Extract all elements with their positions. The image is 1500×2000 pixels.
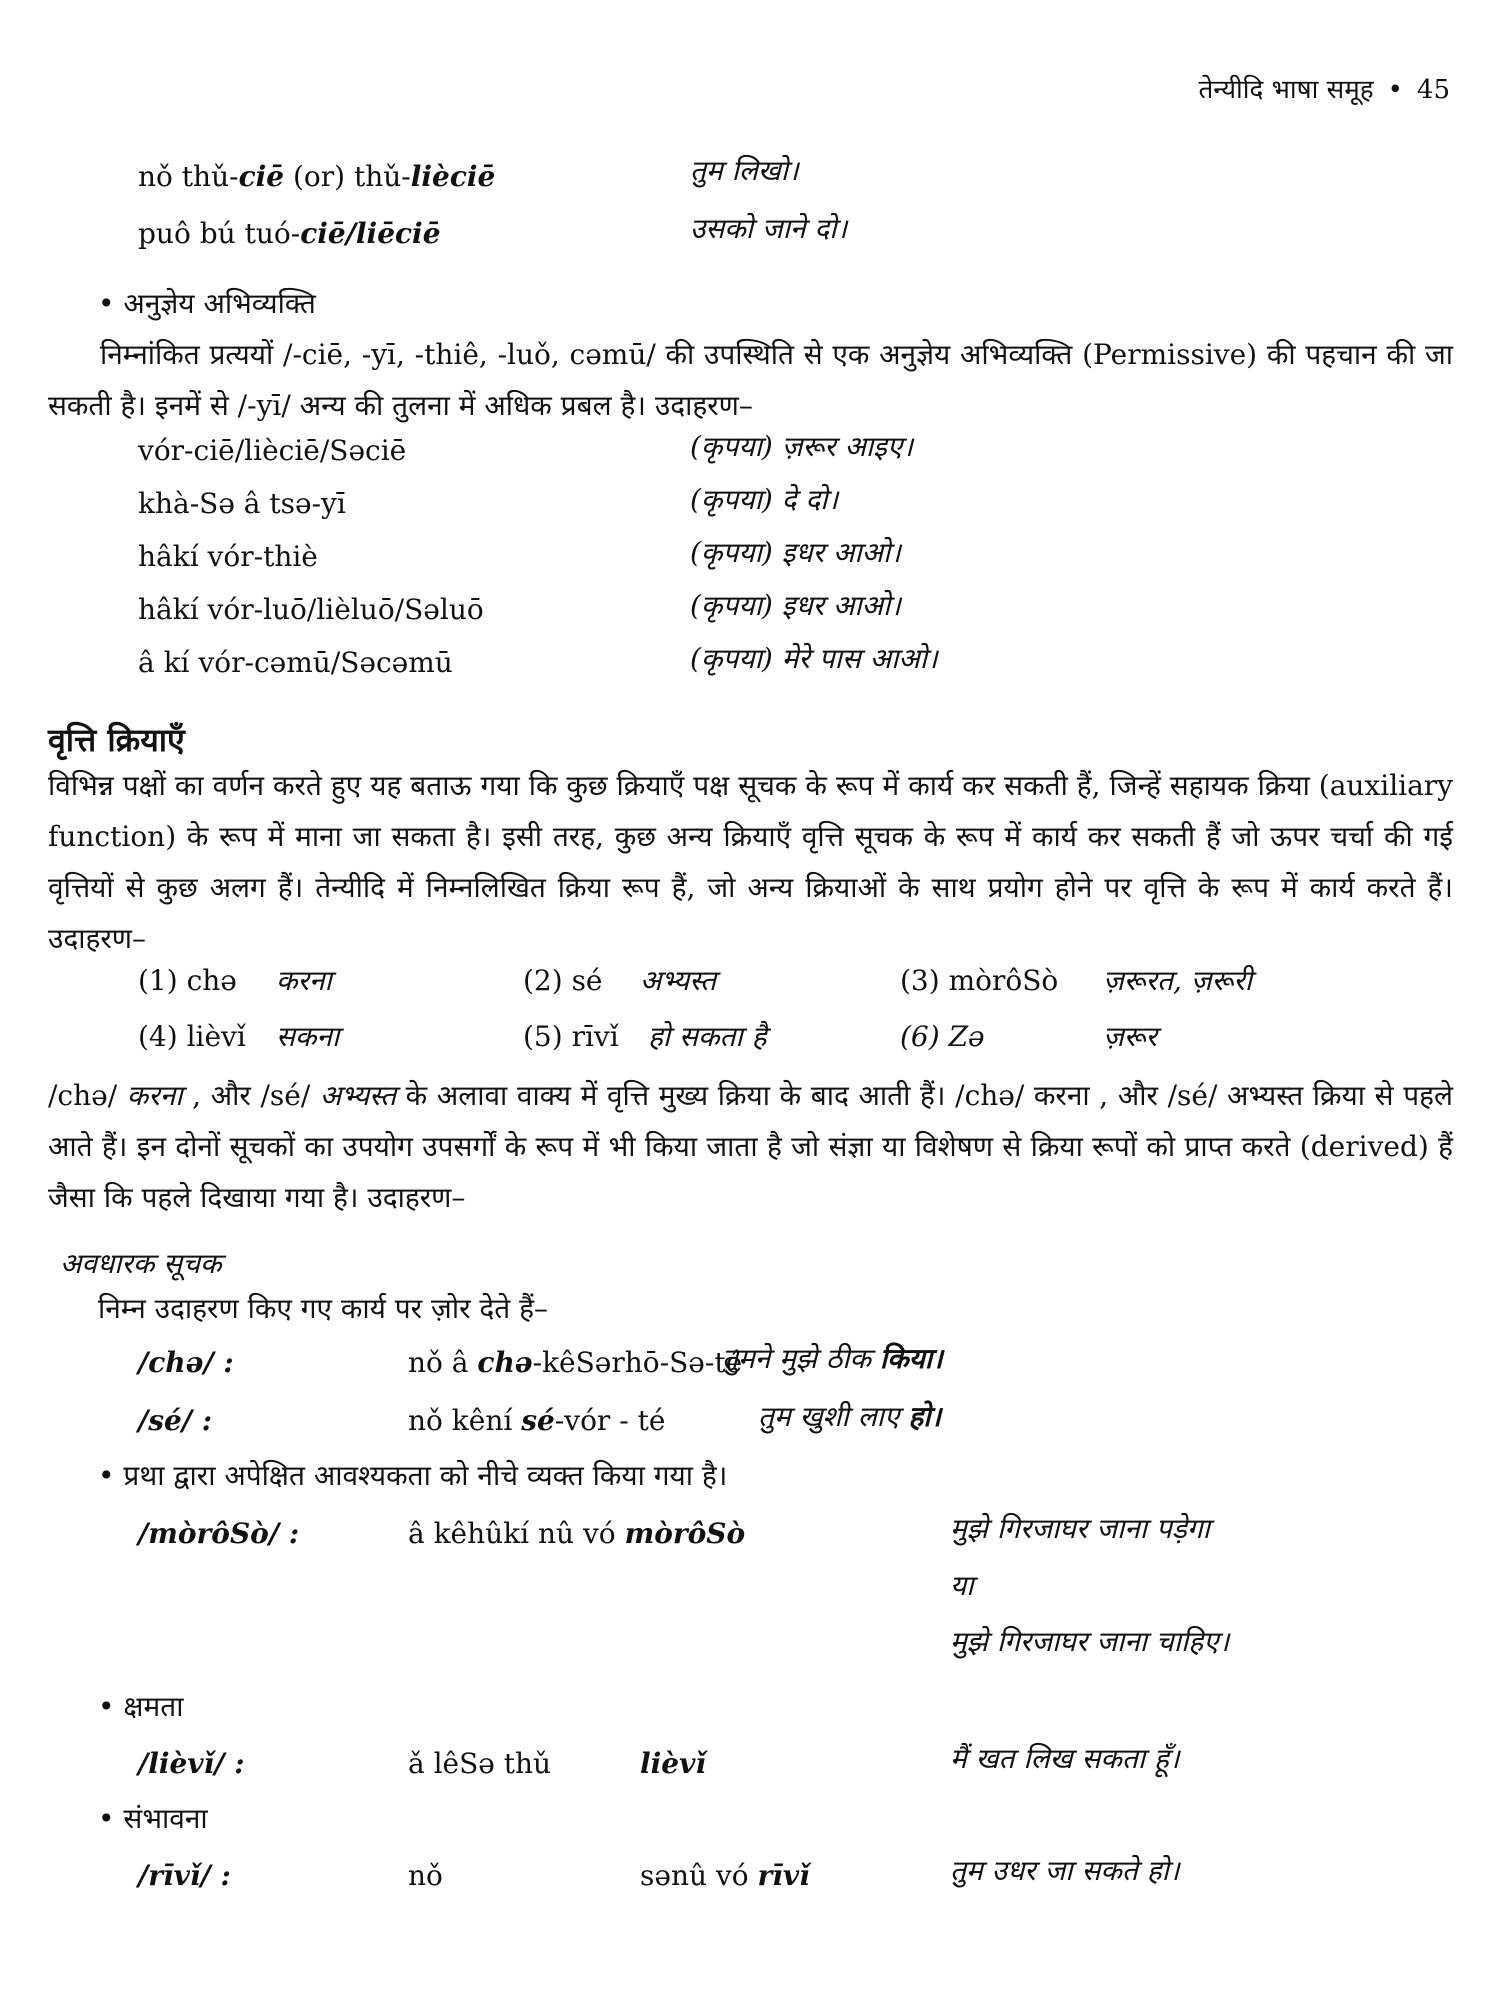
example-form (408, 1515, 745, 1553)
verb-number: (1) chə (138, 964, 237, 997)
para-text: /chə/ (48, 1079, 127, 1112)
example-form-2 (640, 1857, 810, 1895)
modal-paragraph: विभिन्न पक्षों का वर्णन करते हुए यह बताऊ गया कि कुछ क्रियाएँ पक्ष सूचक के रूप में कार्य कर सकती हैं, जिन्हें सहायक क्रिया (auxiliary function) के रूप में माना जा सकता है। इसी तरह, कुछ अन्य क्रियाएँ वृत्ति सूचक के रूप में कार्य कर सकती हैं जो ऊपर चर्चा की गई वृत्तियों से कुछ अलग हैं। तेन्यीदि में निम्नलिखित क्रिया रूप हैं, जो अन्य क्रियाओं के साथ प्रयोग होने पर वृत्ति के रूप में कार्य करते हैं। उदाहरण– (48, 769, 1453, 955)
para-italic: अभ्यस्त (319, 1079, 397, 1112)
example-label: /lièvǐ/ : (138, 1747, 245, 1780)
verb-number: (3) mòrôSò (900, 964, 1059, 997)
example-gloss: तुम लिखो। (690, 154, 799, 187)
permissive-form: hâkí vór-luō/lièluō/Səluō (138, 593, 484, 626)
verb-meaning: सकना (276, 1020, 340, 1053)
form-text: -vór - té (554, 1404, 666, 1437)
verb-number: (5) rīvǐ (523, 1020, 619, 1053)
form-text: nǒ thǔ- (138, 160, 239, 193)
example-gloss: मुझे गिरजाघर जाना पड़ेगा (950, 1512, 1210, 1545)
verb-meaning: ज़रूर (1103, 1020, 1157, 1053)
example-label: /sé/ : (138, 1404, 213, 1437)
gloss-bold: किया। (879, 1342, 943, 1375)
example-form: ǎ lêSə thǔ (408, 1747, 552, 1780)
permissive-gloss: (कृपया) इधर आओ। (690, 589, 901, 622)
or-connector: या (950, 1569, 974, 1602)
para-italic: करना (126, 1079, 183, 1112)
form-text: nǒ kêní (408, 1404, 522, 1437)
form-text: sənû vó (640, 1859, 758, 1892)
section-bullet-heading: • संभावना (98, 1800, 208, 1838)
form-text: puô bú tuó- (138, 217, 301, 250)
verb-meaning: हो सकता है (648, 1020, 767, 1053)
example-gloss: उसको जाने दो। (690, 212, 848, 245)
example-form (138, 215, 441, 253)
verb-number: (2) sé (523, 964, 603, 997)
example-form (408, 1402, 665, 1440)
section-bullet-heading: • क्षमता (98, 1688, 183, 1726)
gloss-text: तुम खुशी लाए (758, 1400, 909, 1433)
para-text: , और /sé/ (182, 1079, 320, 1112)
form-bold: ciē (238, 160, 285, 193)
gloss-bold: हो। (908, 1400, 942, 1433)
example-form (138, 158, 495, 196)
form-bold: sé (521, 1404, 555, 1437)
permissive-form: khà-Sə â tsə-yī (138, 487, 346, 520)
example-gloss (758, 1398, 941, 1436)
section-bullet-heading: • प्रथा द्वारा अपेक्षित आवश्यकता को नीचे व्यक्त किया गया है। (98, 1457, 727, 1495)
section-heading: वृत्ति क्रियाएँ (48, 721, 185, 759)
form-bold: lièciē (410, 160, 496, 193)
example-gloss (722, 1340, 943, 1378)
form-text: â kêhûkí nû vó (408, 1517, 625, 1550)
modal-paragraph-2 (48, 1070, 1453, 1223)
example-form-bold: lièvǐ (640, 1747, 706, 1780)
example-form (408, 1344, 742, 1382)
form-text: -kêSərhō-Sə-té (532, 1346, 743, 1379)
verb-meaning: ज़रूरत, ज़रूरी (1103, 964, 1252, 997)
permissive-form: hâkí vór-thiè (138, 540, 318, 573)
verb-meaning: करना (276, 964, 332, 997)
header-bullet: • (1387, 75, 1403, 105)
gloss-text: तुमने मुझे ठीक (722, 1342, 880, 1375)
verb-number: (4) lièvǐ (138, 1020, 246, 1053)
permissive-gloss: (कृपया) दे दो। (690, 483, 839, 516)
form-bold: ciē/liēciē (300, 217, 441, 250)
running-title: तेन्यीदि भाषा समूह (1198, 75, 1374, 105)
form-text: nǒ â (408, 1346, 478, 1379)
example-gloss: मैं खत लिख सकता हूँ। (950, 1742, 1180, 1775)
para-text: के अलावा वाक्य में वृत्ति मुख्य क्रिया के बाद आती हैं। /chə/ करना , और /sé/ अभ्यस्त क्रिया से पहले आते हैं। इन दोनों सूचकों का उपयोग उपसर्गों के रूप में भी किया जाता है जो संज्ञा या विशेषण से क्रिया रूपों को प्राप्त करते (derived) हैं जैसा कि पहले दिखाया गया है। उदाहरण– (48, 1079, 1453, 1214)
example-label: /mòrôSò/ : (138, 1517, 300, 1550)
permissive-gloss: (कृपया) इधर आओ। (690, 536, 901, 569)
permissive-gloss: (कृपया) मेरे पास आओ। (690, 642, 938, 675)
form-text: (or) thǔ- (284, 160, 411, 193)
section-bullet-heading: • अनुज्ञेय अभिव्यक्ति (98, 285, 316, 323)
subsection-intro: निम्न उदाहरण किए गए कार्य पर ज़ोर देते हैं– (98, 1292, 549, 1325)
permissive-form: vór-ciē/lièciē/Səciē (138, 434, 407, 467)
example-label: /rīvǐ/ : (138, 1859, 231, 1892)
subsection-heading: अवधारक सूचक (60, 1247, 222, 1280)
example-gloss: मुझे गिरजाघर जाना चाहिए। (950, 1625, 1230, 1658)
form-bold: mòrôSò (624, 1517, 746, 1550)
example-label: /chə/ : (138, 1346, 234, 1379)
permissive-paragraph: निम्नांकित प्रत्ययों /-ciē, -yī, -thiê, -luǒ, cəmū/ की उपस्थिति से एक अनुज्ञेय अभिव्यक्ति (Permissive) की पहचान की जा सकती है। इनमें से /-yī/ अन्य की तुलना में अधिक प्रबल है। उदाहरण– (48, 338, 1453, 422)
example-form: nǒ (408, 1859, 443, 1892)
permissive-form: â kí vór-cəmū/Səcəmū (138, 646, 453, 679)
form-bold: chə (477, 1346, 533, 1379)
verb-meaning: अभ्यस्त (640, 964, 717, 997)
form-bold: rīvǐ (757, 1859, 810, 1892)
page-number: 45 (1416, 75, 1450, 105)
example-gloss: तुम उधर जा सकते हो। (950, 1854, 1180, 1887)
verb-number: (6) Zə (900, 1020, 985, 1053)
page-header (1198, 70, 1450, 106)
permissive-gloss: (कृपया) ज़रूर आइए। (690, 430, 913, 463)
